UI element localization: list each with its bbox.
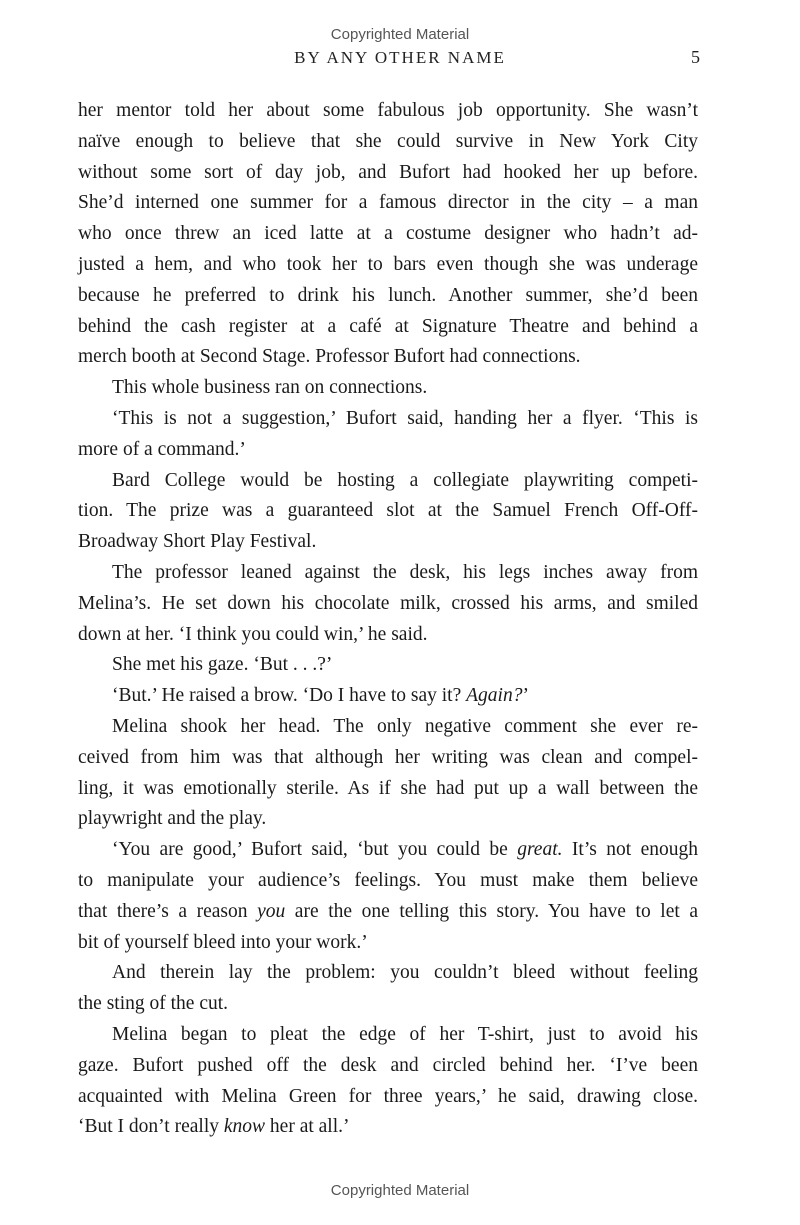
page-number: 5 [691, 47, 700, 67]
text-run: And therein lay the problem: you couldn’t bleed without feeling [112, 962, 698, 984]
text-line [78, 1020, 698, 1051]
body-text [78, 96, 698, 1143]
text-run: to manipulate your audience’s feelings. You must make them believe [78, 869, 698, 891]
text-line [78, 188, 698, 219]
text-line [78, 774, 698, 805]
text-run: without some sort of day job, and Bufort had hooked her up before. [78, 161, 698, 183]
text-line [78, 527, 698, 558]
text-run: Melina’s. He set down his chocolate milk, crossed his arms, and smiled [78, 592, 698, 614]
text-run: are the one telling this story. You have to let a [285, 900, 699, 922]
text-run: Bard College would be hosting a collegiate playwriting competi- [112, 469, 698, 491]
text-line [78, 312, 698, 343]
text-line [78, 96, 698, 127]
text-run: This whole business ran on connections. [112, 377, 428, 399]
text-line [78, 435, 698, 466]
italic-run: Again? [466, 685, 523, 707]
text-line [78, 835, 698, 866]
text-line [78, 373, 698, 404]
text-run: ‘But I don’t really [78, 1116, 224, 1138]
watermark-bottom: Copyrighted Material [330, 1182, 470, 1199]
italic-run: great. [517, 839, 563, 861]
text-run: Melina shook her head. The only negative comment she ever re- [112, 715, 698, 737]
text-run: ‘This is not a suggestion,’ Bufort said, handing her a flyer. ‘This is [112, 407, 698, 429]
text-run: acquainted with Melina Green for three years,’ he said, drawing close. [78, 1085, 698, 1107]
text-run: gaze. Bufort pushed off the desk and circled behind her. ‘I’ve been [78, 1054, 698, 1076]
text-run: her mentor told her about some fabulous job opportunity. She wasn’t [78, 100, 698, 121]
text-line [78, 866, 698, 897]
text-run: ceived from him was that although her writing was clean and compel- [78, 746, 698, 768]
text-run: that there’s a reason [78, 900, 258, 922]
text-run: playwright and the play. [78, 808, 267, 830]
text-line [78, 404, 698, 435]
text-line [78, 804, 698, 835]
text-line [78, 342, 698, 373]
text-run: tion. The prize was a guaranteed slot at the Samuel French Off-Off- [78, 500, 698, 522]
running-title: BY ANY OTHER NAME [294, 48, 506, 67]
watermark-top: Copyrighted Material [330, 26, 470, 43]
text-run: ‘But.’ He raised a brow. ‘Do I have to say it? [112, 685, 467, 707]
text-line [78, 466, 698, 497]
text-line [78, 589, 698, 620]
text-line [78, 127, 698, 158]
text-line [78, 620, 698, 651]
text-run: It’s not enough [562, 839, 699, 861]
text-line [78, 1112, 698, 1143]
text-run: because he preferred to drink his lunch. Another summer, she’d been [78, 284, 698, 306]
text-run: Melina began to pleat the edge of her T-shirt, just to avoid his [112, 1023, 698, 1045]
italic-run: know [223, 1116, 266, 1138]
text-run: bit of yourself bleed into your work.’ [78, 931, 368, 953]
text-line [78, 928, 698, 959]
text-run: She met his gaze. ‘But . . .?’ [112, 654, 333, 676]
text-run: ‘You are good,’ Bufort said, ‘but you could be [112, 839, 518, 861]
text-run: justed a hem, and who took her to bars even though she was underage [78, 253, 698, 275]
text-run: The professor leaned against the desk, his legs inches away from [112, 561, 698, 583]
text-line [78, 650, 698, 681]
text-run: behind the cash register at a café at Signature Theatre and behind a [78, 315, 698, 337]
text-run: more of a command.’ [78, 438, 246, 460]
text-line [78, 558, 698, 589]
text-line [78, 219, 698, 250]
text-run: Broadway Short Play Festival. [78, 531, 317, 553]
text-run: ’ [522, 685, 529, 707]
text-run: She’d interned one summer for a famous director in the city – a man [78, 192, 698, 214]
text-run: ling, it was emotionally sterile. As if she had put up a wall between the [78, 777, 698, 799]
text-line [78, 250, 698, 281]
text-line [78, 281, 698, 312]
text-line [78, 989, 698, 1020]
text-line [78, 496, 698, 527]
text-run: the sting of the cut. [78, 993, 229, 1015]
text-line [78, 712, 698, 743]
text-line [78, 897, 698, 928]
text-run: down at her. ‘I think you could win,’ he said. [78, 623, 428, 645]
italic-run: you [257, 900, 286, 922]
text-line [78, 1082, 698, 1113]
text-line [78, 681, 698, 712]
text-run: who once threw an iced latte at a costume designer who hadn’t ad- [78, 223, 698, 245]
text-line [78, 958, 698, 989]
text-run: naïve enough to believe that she could survive in New York City [78, 130, 698, 152]
text-line [78, 158, 698, 189]
text-run: merch booth at Second Stage. Professor Bufort had connections. [78, 346, 581, 368]
text-run: her at all.’ [265, 1116, 350, 1138]
text-line [78, 743, 698, 774]
text-line [78, 1051, 698, 1082]
